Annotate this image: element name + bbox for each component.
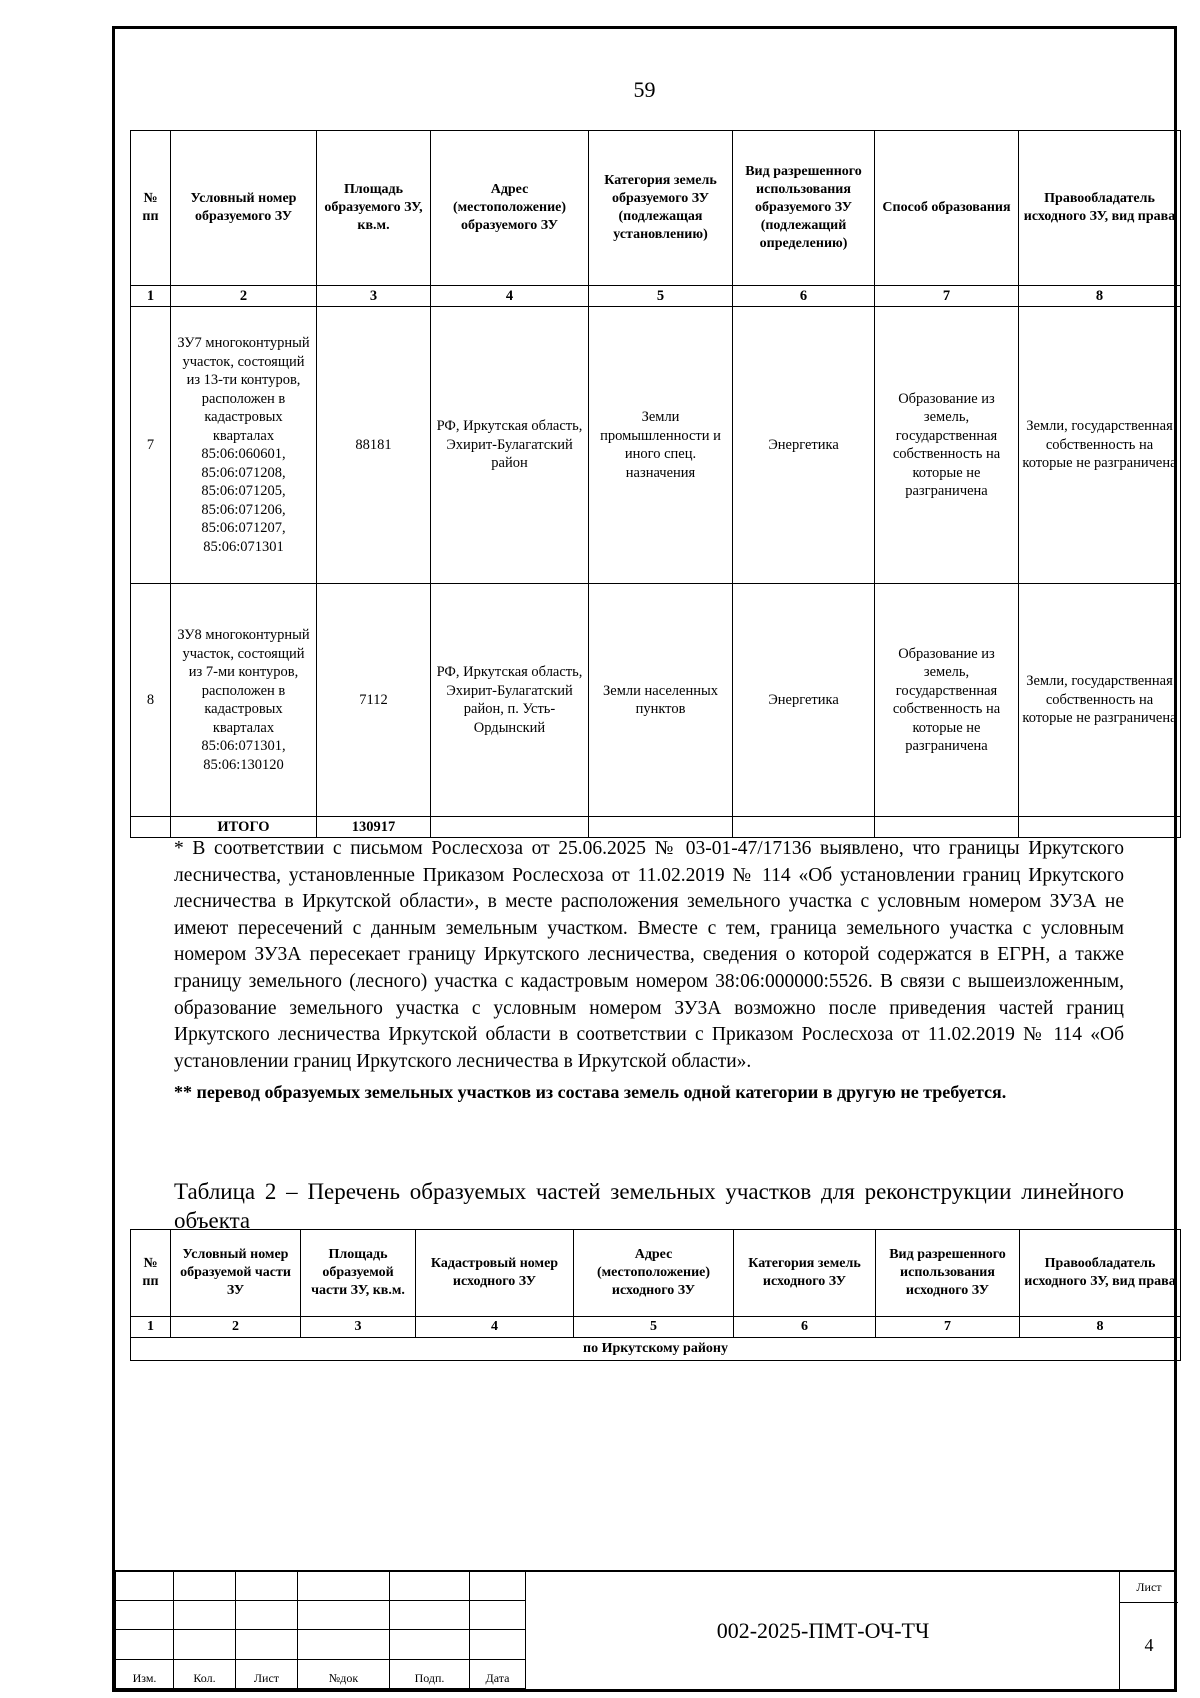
region-row xyxy=(131,1338,1181,1361)
header-cell: Кадастровый номер исходного ЗУ xyxy=(416,1230,574,1317)
title-block xyxy=(115,1570,1177,1689)
empty-cell xyxy=(733,817,875,838)
grid-cell xyxy=(298,1601,390,1630)
column-number: 4 xyxy=(416,1317,574,1338)
grid-cell xyxy=(174,1572,236,1601)
stamp-label-izm: Изм. xyxy=(116,1659,174,1688)
empty-cell xyxy=(131,817,171,838)
grid-cell xyxy=(390,1601,470,1630)
land-plots-table xyxy=(130,130,1181,838)
grid-cell xyxy=(174,1630,236,1659)
header-cell: Способ образования xyxy=(875,131,1019,286)
header-cell: Категория земель исходного ЗУ xyxy=(734,1230,876,1317)
empty-cell xyxy=(431,817,589,838)
column-number: 2 xyxy=(171,286,317,307)
column-number: 5 xyxy=(574,1317,734,1338)
column-number: 5 xyxy=(589,286,733,307)
header-cell: Условный номер образуемой части ЗУ xyxy=(171,1230,301,1317)
stamp-label-kol: Кол. xyxy=(174,1659,236,1688)
footnote-forestry: * В соответствии с письмом Рослесхоза от 25.06.2025 № 03-01-47/17136 выявлено, что границы Иркутского лесничества, установленные Приказом Рослесхоза от 11.02.2019 № 114 «Об установлении границ Иркутского лесничества в Иркутской области», в месте расположения земельного участка с условным номером ЗУ3А не имеют пересечений с данным земельным участком. Вместе с тем, граница земельного участка с условным номером ЗУ3А пересекает границу Иркутского лесничества, сведения о которой содержатся в ЕГРН, а также границу земельного (лесного) участка с кадастровым номером 38:06:000000:5526. В связи с вышеизложенным, образование земельного участка с условным номером ЗУ3А возможно после приведения частей границ Иркутского лесничества Иркутской области в соответствии с Приказом Рослесхоза от 11.02.2019 № 114 «Об установлении границ Иркутского лесничества в Иркутской области». xyxy=(174,838,1124,1072)
header-cell: Вид разрешенного использования образуемого ЗУ (подлежащий определению) xyxy=(733,131,875,286)
header-cell: Адрес (местоположение) исходного ЗУ xyxy=(574,1230,734,1317)
sheet-number: 4 xyxy=(1144,1635,1154,1655)
stamp-label-doc: №док xyxy=(298,1659,390,1688)
plot-conditional-number: ЗУ8 многоконтурный участок, состоящий из 7-ми контуров, расположен в кадастровых кварталах 85:06:071301, 85:06:130120 xyxy=(171,584,317,817)
table-row xyxy=(131,584,1181,817)
right-holder: Земли, государственная собственность на которые не разграничена xyxy=(1019,584,1181,817)
grid-cell xyxy=(174,1601,236,1630)
header-cell: Площадь образуемой части ЗУ, кв.м. xyxy=(301,1230,416,1317)
column-number: 6 xyxy=(734,1317,876,1338)
land-category: Земли населенных пунктов xyxy=(589,584,733,817)
footnote-category-transfer: ** перевод образуемых земельных участков из состава земель одной категории в другую не требуется. xyxy=(174,1082,1007,1103)
footnotes xyxy=(174,836,1124,1106)
column-number: 6 xyxy=(733,286,875,307)
plot-area: 88181 xyxy=(317,307,431,584)
sheet-box xyxy=(1119,1572,1178,1689)
table-header-row xyxy=(131,131,1181,286)
column-number: 2 xyxy=(171,1317,301,1338)
grid-cell xyxy=(116,1630,174,1659)
header-cell: Адрес (местоположение) образуемого ЗУ xyxy=(431,131,589,286)
plot-address: РФ, Иркутская область, Эхирит-Булагатский район xyxy=(431,307,589,584)
grid-cell xyxy=(116,1572,174,1601)
grid-cell xyxy=(470,1630,526,1659)
page-frame xyxy=(112,26,1177,1692)
grid-cell xyxy=(236,1572,298,1601)
empty-cell xyxy=(875,817,1019,838)
table-row xyxy=(131,307,1181,584)
right-holder: Земли, государственная собственность на которые не разграничена xyxy=(1019,307,1181,584)
total-row xyxy=(131,817,1181,838)
column-number-row xyxy=(131,286,1181,307)
header-cell: Правообладатель исходного ЗУ, вид права xyxy=(1019,131,1181,286)
formation-method: Образование из земель, государственная собственность на которые не разграничена xyxy=(875,584,1019,817)
grid-cell xyxy=(390,1630,470,1659)
document-code: 002-2025-ПМТ-ОЧ-ТЧ xyxy=(525,1572,1120,1689)
column-number: 8 xyxy=(1019,286,1181,307)
grid-cell xyxy=(116,1601,174,1630)
column-number: 3 xyxy=(317,286,431,307)
table2-title: Таблица 2 – Перечень образуемых частей земельных участков для реконструкции линейного объекта xyxy=(174,1179,1124,1233)
land-category: Земли промышленности и иного спец. назначения xyxy=(589,307,733,584)
column-number: 7 xyxy=(876,1317,1020,1338)
table-header-row xyxy=(131,1230,1181,1317)
column-number: 4 xyxy=(431,286,589,307)
plot-conditional-number: ЗУ7 многоконтурный участок, состоящий из 13-ти контуров, расположен в кадастровых кварталах 85:06:060601, 85:06:071208, 85:06:071205, 85:06:071206, 85:06:071207, 85:06:071301 xyxy=(171,307,317,584)
page-number: 59 xyxy=(633,77,656,102)
stamp-label-date: Дата xyxy=(470,1659,526,1688)
total-value: 130917 xyxy=(317,817,431,838)
column-number: 8 xyxy=(1020,1317,1181,1338)
grid-cell xyxy=(470,1601,526,1630)
header-cell: Категория земель образуемого ЗУ (подлежащая установлению) xyxy=(589,131,733,286)
header-cell: Правообладатель исходного ЗУ, вид права xyxy=(1020,1230,1181,1317)
header-cell: Условный номер образуемого ЗУ xyxy=(171,131,317,286)
grid-cell xyxy=(236,1601,298,1630)
column-number: 1 xyxy=(131,1317,171,1338)
permitted-use: Энергетика xyxy=(733,307,875,584)
grid-cell xyxy=(298,1630,390,1659)
plot-address: РФ, Иркутская область, Эхирит-Булагатский район, п. Усть-Ордынский xyxy=(431,584,589,817)
empty-cell xyxy=(589,817,733,838)
header-cell: Вид разрешенного использования исходного ЗУ xyxy=(876,1230,1020,1317)
grid-cell xyxy=(298,1572,390,1601)
formation-method: Образование из земель, государственная собственность на которые не разграничена xyxy=(875,307,1019,584)
row-number: 8 xyxy=(131,584,171,817)
row-number: 7 xyxy=(131,307,171,584)
stamp-label-list: Лист xyxy=(236,1659,298,1688)
column-number: 7 xyxy=(875,286,1019,307)
grid-cell xyxy=(470,1572,526,1601)
region-label: по Иркутскому району xyxy=(131,1338,1181,1361)
sheet-label: Лист xyxy=(1120,1572,1178,1603)
column-number: 3 xyxy=(301,1317,416,1338)
empty-cell xyxy=(1019,817,1181,838)
land-parts-table xyxy=(130,1229,1181,1361)
grid-cell xyxy=(390,1572,470,1601)
header-cell: № пп xyxy=(131,1230,171,1317)
column-number-row xyxy=(131,1317,1181,1338)
plot-area: 7112 xyxy=(317,584,431,817)
stamp-label-sign: Подп. xyxy=(390,1659,470,1688)
revision-grid xyxy=(115,1572,526,1689)
total-label: ИТОГО xyxy=(171,817,317,838)
permitted-use: Энергетика xyxy=(733,584,875,817)
header-cell: № пп xyxy=(131,131,171,286)
header-cell: Площадь образуемого ЗУ, кв.м. xyxy=(317,131,431,286)
grid-cell xyxy=(236,1630,298,1659)
column-number: 1 xyxy=(131,286,171,307)
